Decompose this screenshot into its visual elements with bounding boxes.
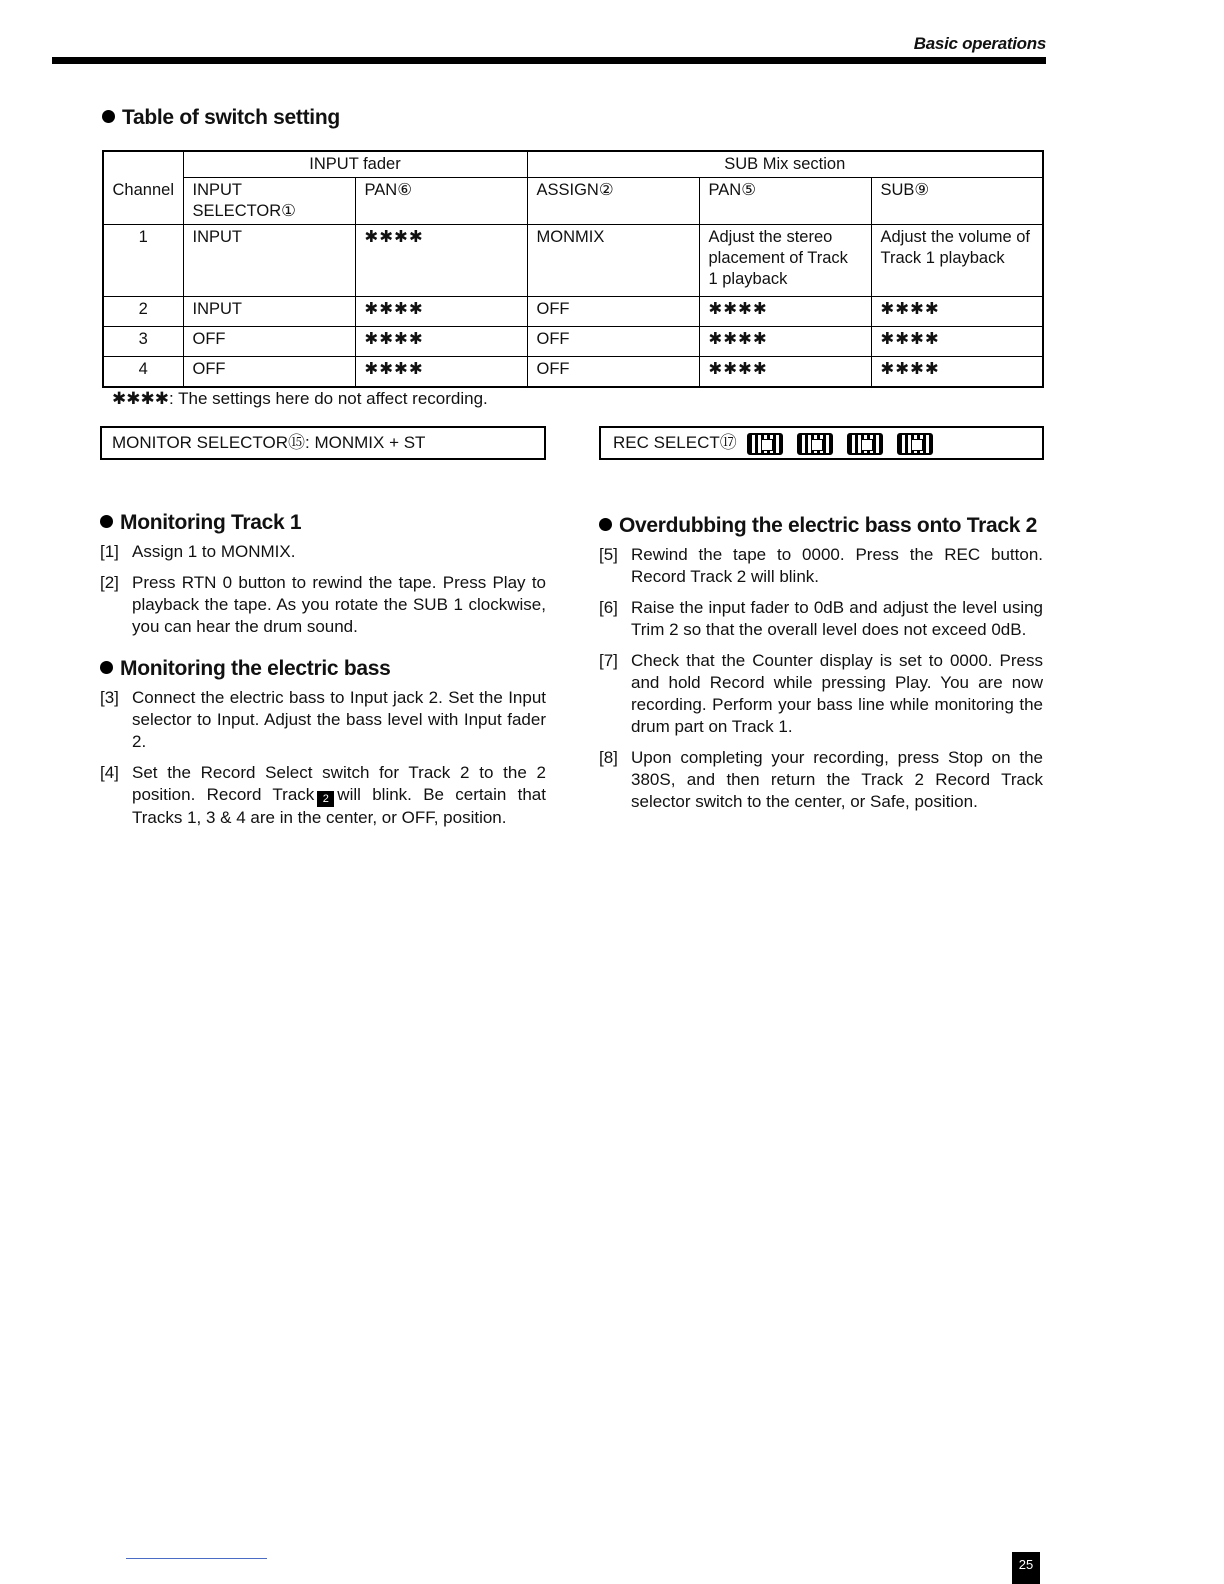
- step-text: Connect the electric bass to Input jack 2. Set the Input selector to Input. Adjust the bass level with Input fader 2.: [132, 688, 546, 751]
- header-channel: Channel: [103, 178, 183, 225]
- step-number: [2]: [100, 573, 119, 592]
- step-item: [599, 747, 1043, 813]
- step-number: [3]: [100, 688, 119, 707]
- cell-channel: 4: [103, 357, 183, 387]
- right-column: [599, 515, 1043, 822]
- cell-assign: MONMIX: [527, 225, 699, 297]
- table-header-row: [103, 178, 1043, 225]
- rec-select-box: REC SELECT⑰: [599, 426, 1044, 460]
- cell-channel: 2: [103, 297, 183, 327]
- monitor-selector-box: MONITOR SELECTOR⑮: MONMIX + ST: [100, 426, 546, 460]
- header-pan-input: PAN⑥: [355, 178, 527, 225]
- cell-sub: Adjust the volume of Track 1 playback: [871, 225, 1043, 297]
- cell-pan-sub: ✱✱✱✱: [699, 297, 871, 327]
- step-text: Check that the Counter display is set to 0000. Press and hold Record while pressing Play. You are now recording. Perform your bass line while monitoring the drum part on Track 1.: [631, 651, 1043, 736]
- section-title: Overdubbing the electric bass onto Track 2: [599, 515, 1043, 537]
- step-item: [599, 650, 1043, 738]
- step-number: [7]: [599, 651, 618, 670]
- step-item: [599, 544, 1043, 588]
- cell-sub: ✱✱✱✱: [871, 327, 1043, 357]
- header-input-selector: INPUT SELECTOR①: [183, 178, 355, 225]
- step-item: [599, 597, 1043, 641]
- bullet-icon: [599, 518, 612, 531]
- step-item: [100, 687, 546, 753]
- step-number: [1]: [100, 542, 119, 561]
- cell-assign: OFF: [527, 327, 699, 357]
- cell-input-selector: INPUT: [183, 297, 355, 327]
- bullet-icon: [100, 515, 113, 528]
- page-number: 25: [1012, 1552, 1040, 1584]
- cell-sub: ✱✱✱✱: [871, 297, 1043, 327]
- step-text: Assign 1 to MONMIX.: [132, 542, 296, 561]
- step-number: [5]: [599, 545, 618, 564]
- bullet-icon: [102, 110, 115, 123]
- step-item: [100, 762, 546, 829]
- step-text: Upon completing your recording, press Stop on the 380S, and then return the Track 2 Record Track selector switch to the center, or Safe, position.: [631, 748, 1043, 811]
- table-row: [103, 297, 1043, 327]
- cell-assign: OFF: [527, 357, 699, 387]
- step-text: Press RTN 0 button to rewind the tape. Press Play to playback the tape. As you rotate the SUB 1 clockwise, you can hear the drum sound.: [132, 573, 546, 636]
- table-group-header-row: [103, 151, 1043, 178]
- rec-switch-track1-icon: [747, 433, 783, 455]
- cell-input-selector: OFF: [183, 357, 355, 387]
- step-item: [100, 572, 546, 638]
- header-section-title: Basic operations: [913, 34, 1046, 53]
- step-text: Set the Record Select switch for Track 2 to the 2 position. Record Track 2 will blink. Be certain that Tracks 1, 3 & 4 are in the center, or OFF, position.: [132, 763, 546, 827]
- table-row: [103, 327, 1043, 357]
- cell-pan-input: ✱✱✱✱: [355, 225, 527, 297]
- group-input-fader: INPUT fader: [183, 151, 527, 178]
- section-title: Monitoring the electric bass: [100, 658, 546, 680]
- table-footnote: ✱✱✱✱: The settings here do not affect recording.: [112, 389, 488, 408]
- table-corner-cell: [103, 151, 183, 178]
- cell-pan-input: ✱✱✱✱: [355, 357, 527, 387]
- cell-input-selector: OFF: [183, 327, 355, 357]
- step-text: Raise the input fader to 0dB and adjust the level using Trim 2 so that the overall level does not exceed 0dB.: [631, 598, 1043, 639]
- rec-switch-track3-icon: [847, 433, 883, 455]
- cell-input-selector: INPUT: [183, 225, 355, 297]
- cell-pan-input: ✱✱✱✱: [355, 297, 527, 327]
- step-number: [6]: [599, 598, 618, 617]
- switch-setting-table: [102, 150, 1044, 388]
- table-row: [103, 225, 1043, 297]
- rec-switch-track2-icon: [797, 433, 833, 455]
- rec-switch-track4-icon: [897, 433, 933, 455]
- cell-channel: 1: [103, 225, 183, 297]
- table-title: Table of switch setting: [102, 106, 340, 130]
- section-title: Monitoring Track 1: [100, 512, 546, 534]
- table-row: [103, 357, 1043, 387]
- header-sub: SUB⑨: [871, 178, 1043, 225]
- left-column: [100, 512, 546, 838]
- track-badge: 2: [317, 791, 334, 807]
- header-rule: [52, 57, 1046, 64]
- cell-channel: 3: [103, 327, 183, 357]
- step-number: [8]: [599, 748, 618, 767]
- step-number: [4]: [100, 763, 119, 782]
- step-item: [100, 541, 546, 563]
- step-text: Rewind the tape to 0000. Press the REC button. Record Track 2 will blink.: [631, 545, 1043, 586]
- header-assign: ASSIGN②: [527, 178, 699, 225]
- footer-rule: [126, 1558, 267, 1559]
- cell-pan-input: ✱✱✱✱: [355, 327, 527, 357]
- cell-pan-sub: ✱✱✱✱: [699, 327, 871, 357]
- header-pan-sub: PAN⑤: [699, 178, 871, 225]
- cell-assign: OFF: [527, 297, 699, 327]
- cell-sub: ✱✱✱✱: [871, 357, 1043, 387]
- cell-pan-sub: ✱✱✱✱: [699, 357, 871, 387]
- cell-pan-sub: Adjust the stereo placement of Track 1 playback: [699, 225, 871, 297]
- group-sub-mix: SUB Mix section: [527, 151, 1043, 178]
- bullet-icon: [100, 661, 113, 674]
